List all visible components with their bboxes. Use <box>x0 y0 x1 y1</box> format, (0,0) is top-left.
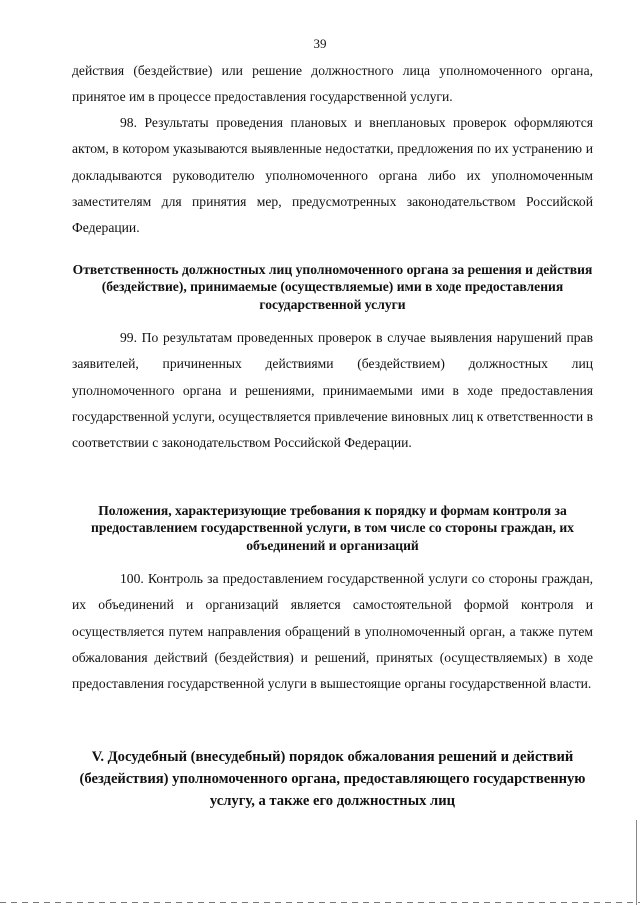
heading-control: Положения, характеризующие требования к порядку и формам контроля за предоставлением государственной услуги, в том числе со стороны граждан, их объединений и организаций <box>91 503 574 553</box>
page-number: 39 <box>313 36 327 51</box>
heading-responsibility: Ответственность должностных лиц уполномоченного органа за решения и действия (бездействие), принимаемые (осуществляемые) ими в ходе предоставления государственной услуги <box>72 262 593 312</box>
paragraph-intro: действия (бездействие) или решение должностного лица уполномоченного органа, принятое им в процессе предоставления государственной услуги. <box>72 63 593 105</box>
paragraph-98: 98. Результаты проведения плановых и внеплановых проверок оформляются актом, в котором указываются выявленные недостатки, предложения по их устранению и докладываются руководителю уполномоченного органа либо их уполномоченным заместителям для принятия мер, предусмотренных законодательством Российской Федерации. <box>72 115 593 236</box>
heading-section-v: V. Досудебный (внесудебный) порядок обжалования решений и действий (бездействия) уполномоченного органа, предоставляющего государственную услугу, а также его должностных лиц <box>79 749 586 809</box>
paragraph-100: 100. Контроль за предоставлением государственной услуги со стороны граждан, их объединений и организаций является самостоятельной формой контроля и осуществляется путем направления обращений в уполномоченный орган, а также путем обжалования действий (бездействия) и решений, принятых (осуществляемых) в ходе предоставления государственной услуги в вышестоящие органы государственной власти. <box>72 571 593 692</box>
scan-edge-line <box>636 820 637 905</box>
paragraph-99: 99. По результатам проведенных проверок в случае выявления нарушений прав заявителей, причиненных действиями (бездействием) должностных лиц уполномоченного органа и решениями, принимаемыми ими в ходе предоставления государственной услуги, осуществляется привлечение виновных лиц к ответственности в соответствии с законодательством Российской Федерации. <box>72 330 593 451</box>
scan-bottom-line <box>0 902 640 903</box>
